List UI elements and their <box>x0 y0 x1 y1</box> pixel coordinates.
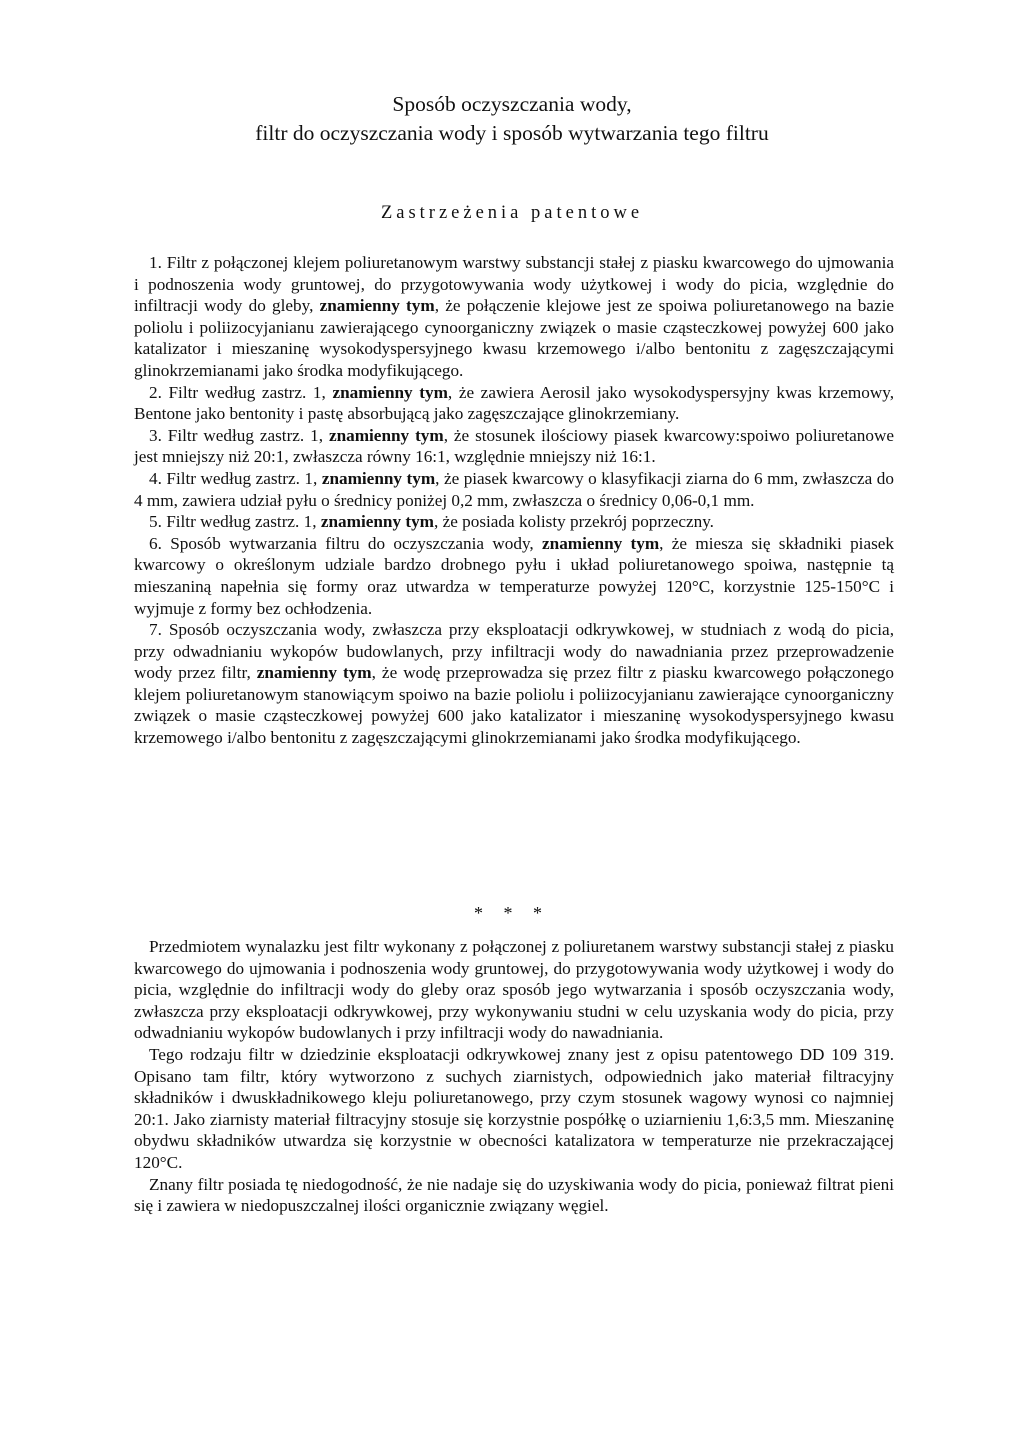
description-paragraph-3: Znany filtr posiada tę niedogodność, że nie nadaje się do uzyskiwania wody do picia, ponieważ filtrat pieni się i zawiera w niedopuszczalnej ilości organicznie związany węgiel. <box>134 1174 894 1216</box>
title-line-2: filtr do oczyszczania wody i sposób wytwarzania tego filtru <box>255 121 769 145</box>
claim-3: 3. Filtr według zastrz. 1, znamienny tym, że stosunek ilościowy piasek kwarcowy:spoiwo poliuretanowe jest mniejszy niż 20:1, zwłaszcza równy 16:1, względnie mniejszy niż 16:1. <box>134 425 894 467</box>
claim-4: 4. Filtr według zastrz. 1, znamienny tym, że piasek kwarcowy o klasyfikacji ziarna do 6 mm, zwłaszcza do 4 mm, zawiera udział pyłu o średnicy poniżej 0,2 mm, zwłaszcza o średnicy 0,06-0,1 mm. <box>134 468 894 510</box>
section-separator: * * * <box>474 903 550 923</box>
claim-1: 1. Filtr z połączonej klejem poliuretanowym warstwy substancji stałej z piasku kwarcowego do ujmowania i podnoszenia wody gruntowej, do przygotowywania wody użytkowej i wody do picia, względnie do infiltracji wody do gleby, znamienny tym, że połączenie klejowe jest ze spoiwa poliuretanowego na bazie poliolu i poliizocyjanianu zawierającego cynoorganiczny związek o masie cząsteczkowej powyżej 600 jako katalizator i mieszaninę wysokodyspersyjnego kwasu krzemowego i/albo bentonitu z zagęszczającymi glinokrzemianami jako środka modyfikującego. <box>134 253 894 380</box>
claim-6: 6. Sposób wytwarzania filtru do oczyszczania wody, znamienny tym, że miesza się składniki piasek kwarcowy o określonym udziale bardzo drobnego pyłu i układ poliuretanowego spoiwa, następnie tą mieszaniną napełnia się formy oraz utwardza w temperaturze powyżej 120°C, korzystnie 125-150°C i wyjmuje z formy bez ochłodzenia. <box>134 533 894 618</box>
claim-7: 7. Sposób oczyszczania wody, zwłaszcza przy eksploatacji odkrywkowej, w studniach z wodą do picia, przy odwadnianiu wykopów budowlanych, przy infiltracji wody do nawadniania przez przeprowadzenie wody przez filtr, znamienny tym, że wodę przeprowadza się przez filtr z piasku kwarcowego połączonego klejem poliuretanowym stanowiącym spoiwo na bazie poliolu i poliizocyjanianu zawierające cynoorganiczny związek o masie cząsteczkowej powyżej 600 jako katalizator i mieszaninę wysokodyspersyjnego kwasu krzemowego i/albo bentonitu z zagęszczającymi glinokrzemianami jako środka modyfikującego. <box>134 620 894 748</box>
description-paragraph-1: Przedmiotem wynalazku jest filtr wykonany z połączonej z poliuretanem warstwy substancji stałej z piasku kwarcowego do ujmowania i podnoszenia wody gruntowej, do przygotowywania wody użytkowej i wody do picia, względnie do infiltracji wody do gleby oraz sposób jego wytwarzania i sposób oczyszczania wody, zwłaszcza przy eksploatacji odkrywkowej, przy wykonywaniu studni w celu uzyskania wody do picia, przy odwadnianiu wykopów budowlanych i przy infiltracji wody do nawadniania. <box>134 937 894 1043</box>
section-heading: Zastrzeżenia patentowe <box>380 203 644 223</box>
description-paragraph-2: Tego rodzaju filtr w dziedzinie eksploatacji odkrywkowej znany jest z opisu patentowego DD 109 319. Opisano tam filtr, który wytworzono z suchych ziarnistych, odpowiednich jako materiał filtracyjny składników i dwuskładnikowego kleju poliuretanowego, przy czym stosunek wagowy wynosi co najmniej 20:1. Jako ziarnisty materiał filtracyjny stosuje się korzystnie pospółkę o uziarnieniu 1,6:3,5 mm. Mieszaninę obydwu składników utwardza się korzystnie w obecności katalizatora w temperaturze nie przekraczającej 120°C. <box>134 1044 894 1172</box>
title-line-1: Sposób oczyszczania wody, <box>392 92 632 116</box>
document-title <box>0 90 1024 148</box>
claims-list <box>134 252 894 749</box>
claim-2: 2. Filtr według zastrz. 1, znamienny tym, że zawiera Aerosil jako wysokodyspersyjny kwas krzemowy, Bentone jako bentonity i pastę absorbującą jako zagęszczające glinokrzemiany. <box>134 382 895 424</box>
description <box>134 936 894 1217</box>
claim-5: 5. Filtr według zastrz. 1, znamienny tym, że posiada kolisty przekrój poprzeczny. <box>149 512 714 532</box>
